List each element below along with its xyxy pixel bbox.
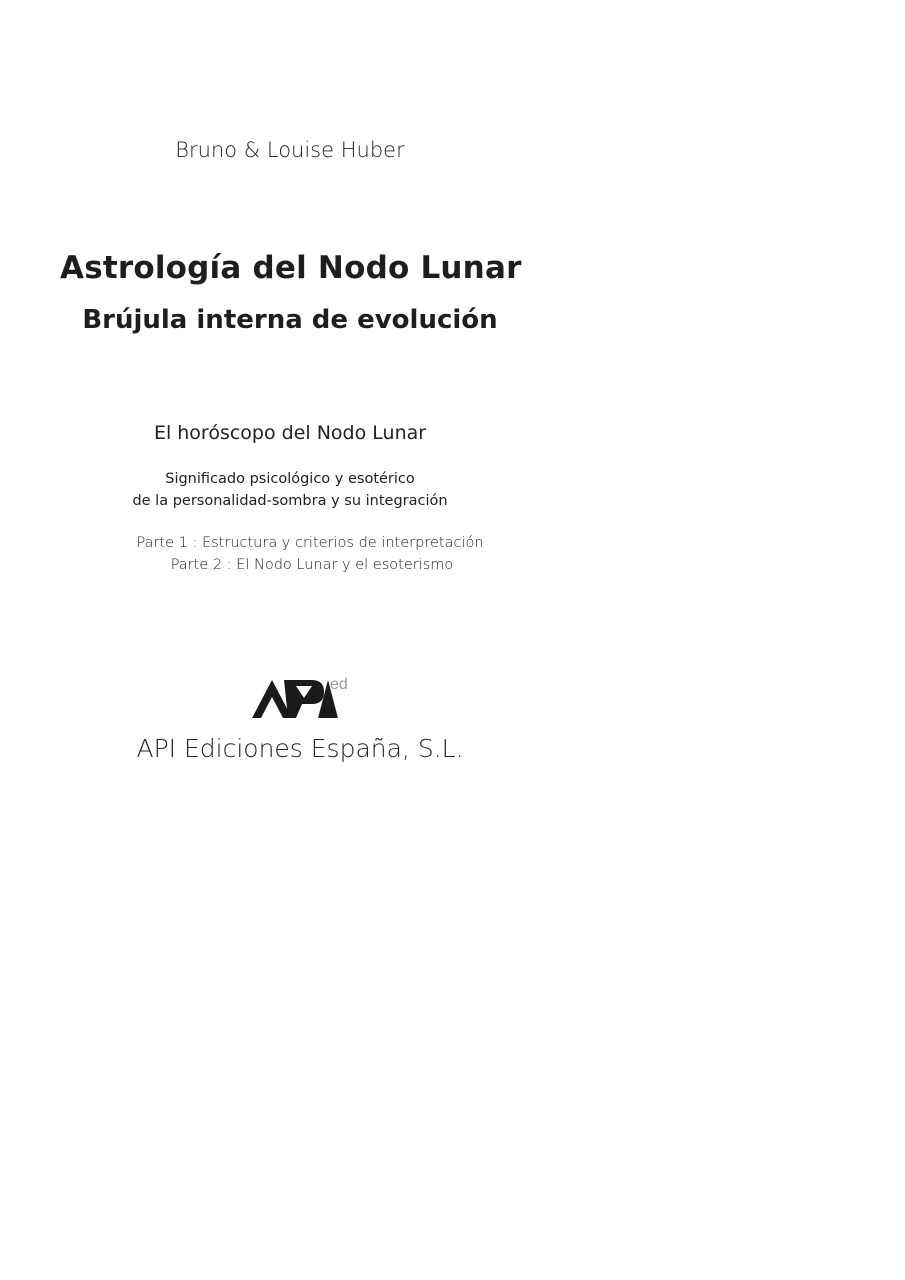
book-title: Astrología del Nodo Lunar [60,250,522,286]
api-publisher-logo [250,672,360,724]
section-title: El horóscopo del Nodo Lunar [153,422,427,444]
publisher-name: API Ediciones España, S.L. [136,734,464,763]
description-line-1: Significado psicológico y esotérico [165,471,415,487]
authors: Bruno & Louise Huber [175,138,405,162]
book-subtitle: Brújula interna de evolución [82,305,498,335]
part-2-line: Parte 2 : El Nodo Lunar y el esoterismo [170,557,454,573]
description-line-2: de la personalidad-sombra y su integración [132,493,448,509]
part-1-line: Parte 1 : Estructura y criterios de interpretación [136,535,484,551]
logo-superscript: ed [330,676,348,693]
